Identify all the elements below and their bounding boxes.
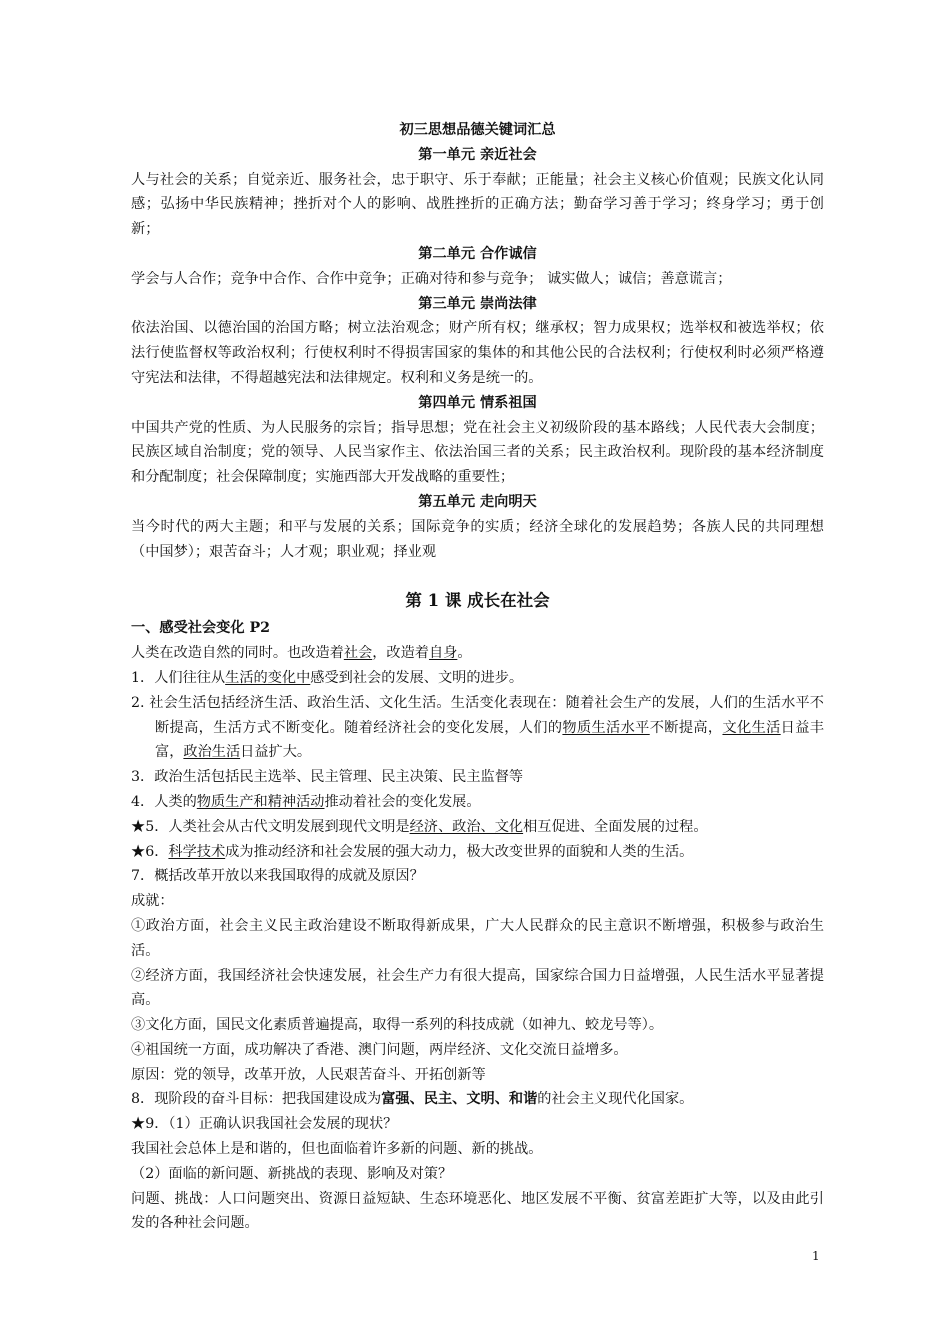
list-item-5: ★5．人类社会从古代文明发展到现代文明是经济、政治、文化相互促进、全面发展的过程。 [131, 818, 708, 835]
unit-heading: 第二单元 合作诚信 [418, 245, 537, 262]
unit-heading: 第三单元 崇尚法律 [418, 295, 537, 312]
unit-heading: 第五单元 走向明天 [418, 493, 537, 510]
achievement-item: ④祖国统一方面，成功解决了香港、澳门问题，两岸经济、文化交流日益增多。 [131, 1041, 628, 1058]
intro-paragraph: 人类在改造自然的同时。也改造着社会，改造着自身。 [131, 645, 472, 662]
unit-heading: 第一单元 亲近社会 [418, 146, 537, 163]
list-item-9: ★9．（1）正确认识我国社会发展的现状？ [131, 1116, 398, 1133]
list-item-9-question-2: （2）面临的新问题、新挑战的表现、影响及对策？ [131, 1165, 453, 1182]
unit-text: 中国共产党的性质、为人民服务的宗旨；指导思想；党在社会主义初级阶段的基本路线；人民代表大会制度；民族区域自治制度；党的领导、人民当家作主、依法治国三者的关系；民主政治权利。现阶段的基本经济制度和分配制度；社会保障制度；实施西部大开发战略的重要性； [131, 419, 824, 486]
list-item-6: ★6．科学技术成为推动经济和社会发展的强大动力，极大改变世界的面貌和人类的生活。 [131, 843, 694, 860]
underlined-term: 政治生活 [183, 744, 241, 761]
unit-text: 当今时代的两大主题；和平与发展的关系；国际竞争的实质；经济全球化的发展趋势；各族人民的共同理想（中国梦）；艰苦奋斗；人才观；职业观；择业观 [131, 518, 824, 560]
underlined-term: 生活的变化中 [225, 669, 311, 686]
underlined-term: 物质生活水平 [562, 719, 650, 736]
list-item-7: 7．概括改革开放以来我国取得的成就及原因？ [131, 868, 424, 885]
achievement-item: ③文化方面，国民文化素质普遍提高，取得一系列的科技成就（如神九、蛟龙号等）。 [131, 1017, 664, 1034]
underlined-term: 经济、政治、文化 [409, 818, 524, 835]
underlined-term: 自身 [428, 645, 458, 662]
page-number: 1 [812, 1249, 820, 1263]
bold-term: 富强、民主、文明、和谐 [381, 1091, 538, 1108]
achievements-label: 成就： [131, 893, 174, 910]
reasons-text: 原因：党的领导，改革开放，人民艰苦奋斗、开拓创新等 [131, 1066, 486, 1083]
unit-text: 学会与人合作；竞争中合作、合作中竞争；正确对待和参与竞争； 诚实做人；诚信；善意谎言； [131, 270, 732, 287]
list-item-9-answer: 我国社会总体上是和谐的，但也面临着许多新的问题、新的挑战。 [131, 1141, 543, 1158]
unit-heading: 第四单元 情系祖国 [418, 394, 537, 411]
document-title: 初三思想品德关键词汇总 [399, 122, 556, 138]
section-heading: 一、感受社会变化 P2 [131, 620, 270, 637]
underlined-term: 科学技术 [168, 843, 226, 860]
lesson-title: 第 1 课 成长在社会 [405, 591, 550, 611]
underlined-term: 文化生活 [722, 719, 781, 736]
underlined-term: 物质生产和精神活动 [196, 793, 325, 810]
list-item-4: 4．人类的物质生产和精神活动推动着社会的变化发展。 [131, 793, 481, 810]
list-item-1: 1．人们往往从生活的变化中感受到社会的发展、文明的进步。 [131, 669, 524, 686]
list-item-9-question-2-answer: 问题、挑战：人口问题突出、资源日益短缺、生态环境恶化、地区发展不平衡、贫富差距扩大等，以及由此引发的各种社会问题。 [131, 1190, 824, 1232]
achievement-item: ①政治方面，社会主义民主政治建设不断取得新成果，广大人民群众的民主意识不断增强，积极参与政治生活。 [131, 917, 824, 959]
unit-text: 人与社会的关系；自觉亲近、服务社会，忠于职守、乐于奉献；正能量；社会主义核心价值观；民族文化认同感；弘扬中华民族精神；挫折对个人的影响、战胜挫折的正确方法；勤奋学习善于学习；终身学习；勇于创新； [131, 171, 824, 238]
list-item-2: 2. 社会生活包括经济生活、政治生活、文化生活。生活变化表现在：随着社会生产的发展，人们的生活水平不断提高，生活方式不断变化。随着经济社会的变化发展，人们的物质生活水平不断提高，文化生活日益丰富，政治生活日益扩大。 [131, 694, 824, 761]
list-item-8: 8．现阶段的奋斗目标：把我国建设成为富强、民主、文明、和谐的社会主义现代化国家。 [131, 1091, 694, 1108]
achievement-item: ②经济方面，我国经济社会快速发展，社会生产力有很大提高，国家综合国力日益增强，人民生活水平显著提高。 [131, 967, 824, 1009]
list-item-3: 3．政治生活包括民主选举、民主管理、民主决策、民主监督等 [131, 769, 524, 786]
document-page [131, 118, 824, 1236]
underlined-term: 社会 [343, 645, 373, 662]
unit-text: 依法治国、以德治国的治国方略；树立法治观念；财产所有权；继承权；智力成果权；选举权和被选举权；依法行使监督权等政治权利；行使权利时不得损害国家的集体的和其他公民的合法权利；行使权利时必须严格遵守宪法和法律，不得超越宪法和法律规定。权利和义务是统一的。 [131, 320, 824, 386]
